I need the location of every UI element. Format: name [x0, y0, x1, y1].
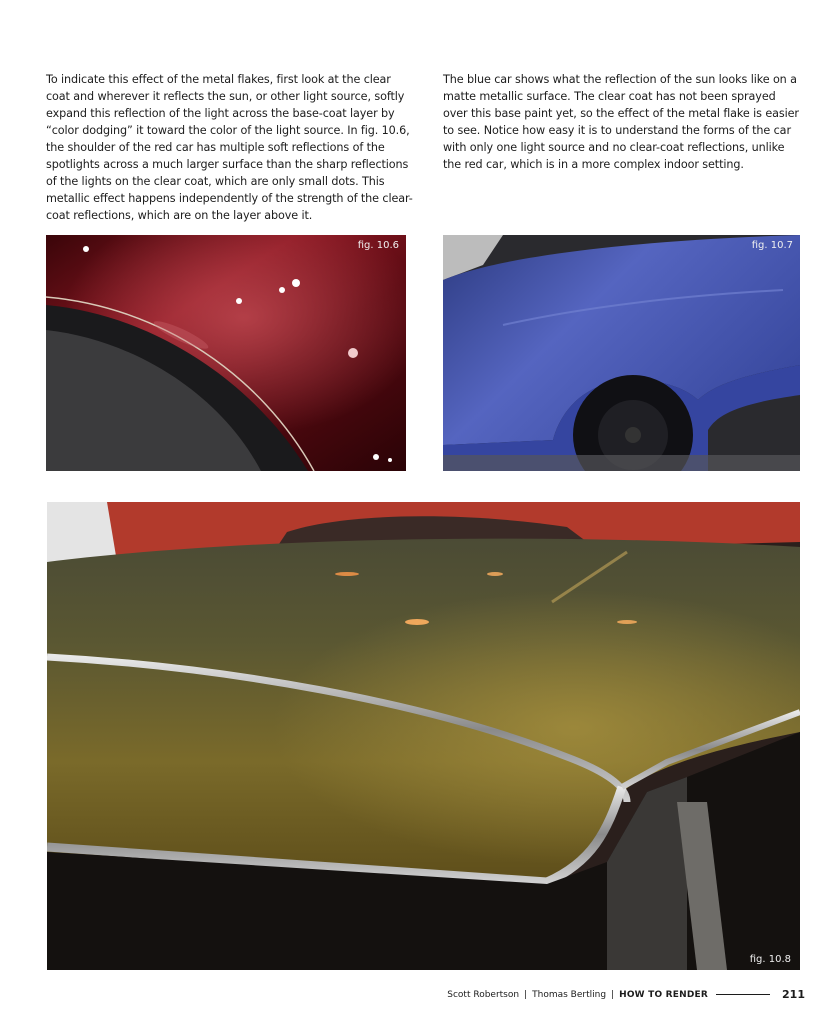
footer-author-2: Thomas Bertling — [532, 989, 607, 1000]
figure-10-8-label: fig. 10.8 — [749, 954, 791, 965]
page-footer — [447, 988, 805, 1001]
footer-separator-2: | — [611, 989, 615, 1000]
blue-car-fender-image — [443, 235, 800, 471]
red-car-fender-image — [46, 235, 406, 471]
page-number: 211 — [782, 988, 805, 1001]
figure-10-6-red-car-photo — [46, 235, 406, 471]
footer-book-title: HOW TO RENDER — [619, 989, 709, 1000]
footer-author-1: Scott Robertson — [447, 989, 520, 1000]
figure-10-6-label: fig. 10.6 — [357, 240, 399, 251]
figure-10-7-blue-car-photo — [443, 235, 800, 471]
footer-separator: | — [524, 989, 528, 1000]
olive-car-roof-image — [47, 502, 800, 970]
footer-rule — [716, 994, 770, 995]
figure-10-7-label: fig. 10.7 — [751, 240, 793, 251]
figure-10-8-olive-car-photo — [47, 502, 800, 970]
body-paragraph-right: The blue car shows what the reflection of the sun looks like on a matte metallic surface. The clear coat has not been sprayed over this base paint yet, so the effect of the metal flake is easier to see. Notice how easy it is to understand the forms of the car with only one light source and no clear-coat reflections, unlike the red car, which is in a more complex indoor setting. — [443, 73, 799, 172]
body-paragraph-left: To indicate this effect of the metal flakes, first look at the clear coat and wherever it reflects the sun, or other light source, softly expand this reflection of the light across the base-coat layer by “color dodging” it toward the color of the light source. In fig. 10.6, the shoulder of the red car has multiple soft reflections of the spotlights across a much larger surface than the sharp reflections of the lights on the clear coat, which are only small dots. This metallic effect happens independently of the strength of the clear-coat reflections, which are on the layer above it. — [46, 73, 413, 223]
